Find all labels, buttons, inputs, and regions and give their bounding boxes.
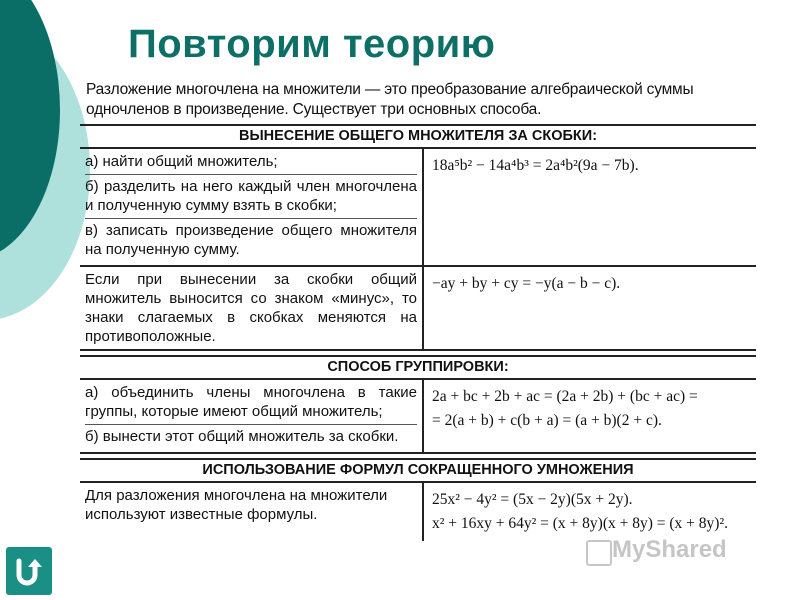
section2-row (80, 380, 756, 454)
theory-table (80, 74, 756, 544)
section1-step-a: а) найти общий множитель; (85, 153, 278, 170)
section2-step-a: а) объединить члены многочлена в такие группы, которые имеют общий множитель; (85, 384, 417, 420)
section1-row-steps (80, 149, 756, 267)
watermark-icon (586, 540, 612, 566)
section2-formula (424, 380, 756, 452)
section3-formula2: x² + 16xy + 64y² = (x + 8y)(x + 8y) = (x + 8y)². (432, 515, 728, 532)
section1-heading: ВЫНЕСЕНИЕ ОБЩЕГО МНОЖИТЕЛЯ ЗА СКОБКИ: (80, 124, 756, 149)
section1-minus-rule: Если при вынесении за скобки общий множитель выносится со знаком «минус», то знаки слагаемых в скобках меняются на противоположные. (80, 267, 424, 349)
return-arrow-icon (13, 555, 45, 587)
section3-formulas (424, 483, 756, 541)
intro-text: Разложение многочлена на множители — это преобразование алгебраической суммы одночленов в произведение. Существует три основных способа. (86, 81, 694, 118)
section3-text: Для разложения многочлена на множители используют известные формулы. (80, 483, 424, 541)
section2-formula-line2: = 2(a + b) + c(b + a) = (a + b)(2 + c). (432, 412, 662, 429)
section3-row (80, 483, 756, 541)
section3-formula1: 25x² − 4y² = (5x − 2y)(5x + 2y). (432, 491, 633, 508)
section1-formula1: 18a⁵b² − 14a⁴b³ = 2a⁴b²(9a − 7b). (432, 157, 639, 174)
watermark-text: MyShared (612, 536, 727, 563)
section1-steps (80, 149, 424, 265)
slide-title: Повторим теорию (128, 22, 496, 66)
section1-step-c: в) записать произведение общего множителя на полученную сумму. (85, 218, 417, 259)
section2-steps (80, 380, 424, 452)
section1-row-minus (80, 267, 756, 351)
section2-formula-line1: 2a + bc + 2b + ac = (2a + 2b) + (bc + ac) = (432, 388, 698, 405)
section2-step-b: б) вынести этот общий множитель за скобки. (85, 424, 417, 446)
section1-step-b: б) разделить на него каждый член многочлена и полученную сумму взять в скобки; (85, 174, 417, 215)
section3-heading: ИСПОЛЬЗОВАНИЕ ФОРМУЛ СОКРАЩЕННОГО УМНОЖЕНИЯ (80, 458, 756, 483)
section1-formula2: −ay + by + cy = −y(a − b − c). (432, 275, 621, 292)
back-button[interactable] (6, 547, 52, 595)
section2-heading: СПОСОБ ГРУППИРОВКИ: (80, 355, 756, 380)
